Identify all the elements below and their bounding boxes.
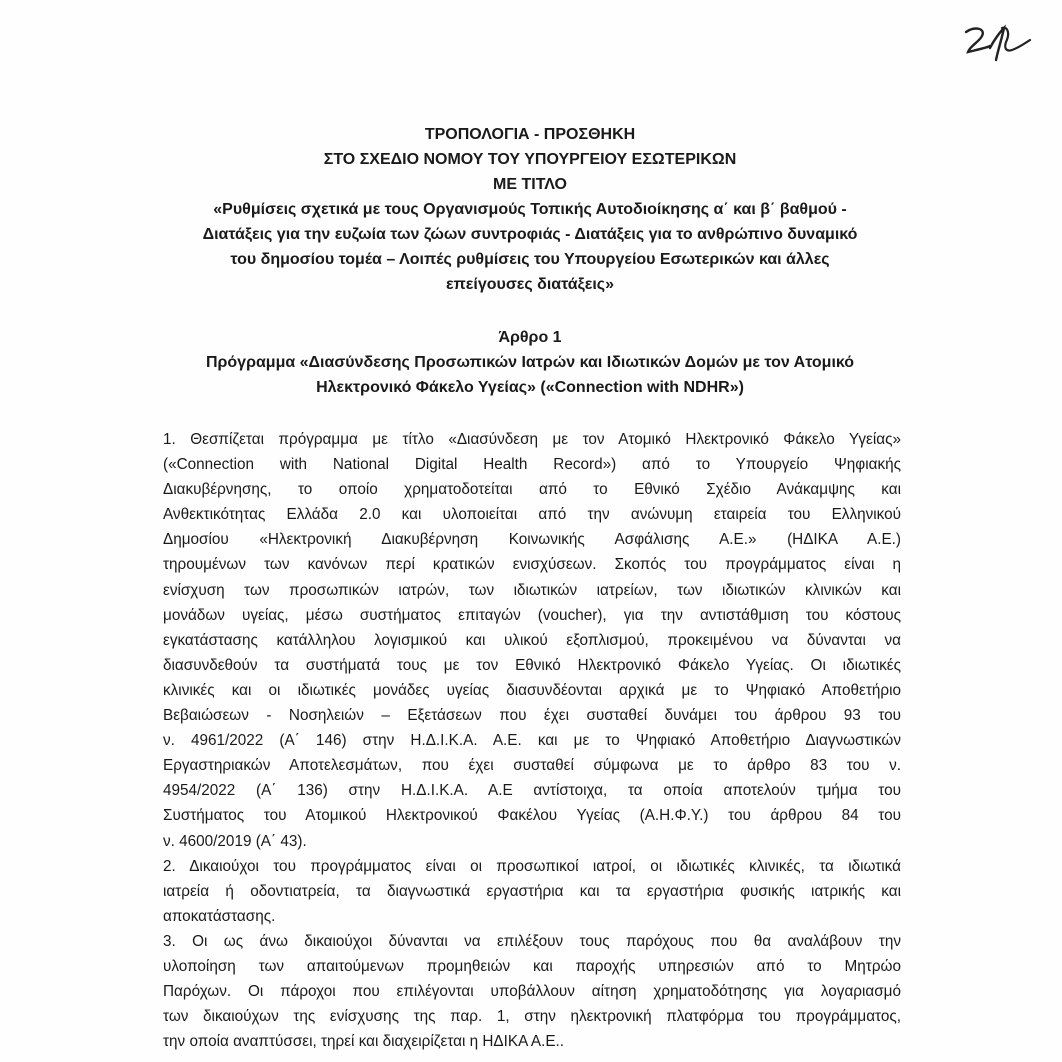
body-line: («Connection with National Digital Health Record») από το Υπουργείο Ψηφιακής (163, 456, 901, 474)
header-line: ΣΤΟ ΣΧΕΔΙΟ ΝΟΜΟΥ ΤΟΥ ΥΠΟΥΡΓΕΙΟΥ ΕΣΩΤΕΡΙΚΩΝ (323, 151, 737, 168)
body-line: υλοποίηση των απαιτούμενων προμηθειών και παροχής υπηρεσιών από το Μητρώο (163, 957, 901, 975)
body-line: διασυνδεθούν τα συστήματά τους με τον Εθνικό Ηλεκτρονικό Φάκελο Υγείας. Οι ιδιωτικές (163, 656, 901, 674)
body-line: ν. 4961/2022 (Α΄ 146) στην Η.Δ.Ι.Κ.Α. Α.Ε. και με το Ψηφιακό Αποθετήριο Διαγνωστικών (163, 732, 901, 750)
body-line: Εργαστηριακών Αποτελεσμάτων, που έχει συσταθεί σύμφωνα με το άρθρο 83 του ν. (163, 757, 901, 775)
body-line: τηρουμένων των κανόνων περί κρατικών ενισχύσεων. Σκοπός του προγράμματος είναι η (163, 556, 901, 574)
body-line: Βεβαιώσεων - Νοσηλειών – Εξετάσεων που έχει συσταθεί δυνάμει του άρθρου 93 του (163, 707, 901, 725)
body-line: των δικαιούχων της ενίσχυσης της παρ. 1, στην ηλεκτρονική πλατφόρμα του προγράμματος, (163, 1008, 901, 1026)
article-title-line: Ηλεκτρονικό Φάκελο Υγείας» («Connection with NDHR») (316, 379, 744, 396)
article-title-line: Πρόγραμμα «Διασύνδεσης Προσωπικών Ιατρών και Ιδιωτικών Δομών με τον Ατομικό (205, 354, 855, 371)
handwritten-signature (960, 22, 1032, 66)
body-line: κλινικές και οι ιδιωτικές μονάδες υγείας διασυνδέονται αρχικά με το Ψηφιακό Αποθετήριο (163, 681, 901, 699)
body-line: 2. Δικαιούχοι του προγράμματος είναι οι προσωπικοί ιατροί, οι ιδιωτικές κλινικές, τα ιδιωτικά (163, 857, 901, 875)
article-body (163, 427, 901, 1054)
body-line: 3. Οι ως άνω δικαιούχοι δύνανται να επιλέξουν τους παρόχους που θα αναλάβουν την (163, 932, 901, 950)
body-line: Παρόχων. Οι πάροχοι που επιλέγονται υποβάλλουν αίτηση χρηματοδότησης για λογαριασμό (163, 983, 901, 1001)
article-number: Άρθρο 1 (498, 329, 562, 346)
article-heading (120, 325, 940, 400)
body-line: ενίσχυση των προσωπικών ιατρών, των ιδιωτικών ιατρείων, των ιδιωτικών κλινικών και (163, 581, 901, 599)
body-line: ιατρεία ή οδοντιατρεία, τα διαγνωστικά εργαστήρια και τα εργαστήρια φυσικής ιατρικής και (163, 882, 901, 900)
body-line: μονάδων υγείας, μέσω συστήματος επιταγών (voucher), για την αντιστάθμιση του κόστους (163, 606, 901, 624)
header-line: «Ρυθμίσεις σχετικά με τους Οργανισμούς Τοπικής Αυτοδιοίκησης α΄ και β΄ βαθμού - (213, 201, 847, 218)
body-line: Δημοσίου «Ηλεκτρονική Διακυβέρνηση Κοινωνικής Ασφάλισης Α.Ε.» (ΗΔΙΚΑ Α.Ε.) (163, 531, 901, 549)
body-line: 1. Θεσπίζεται πρόγραμμα με τίτλο «Διασύνδεση με τον Ατομικό Ηλεκτρονικό Φάκελο Υγείας» (163, 431, 901, 448)
header-line: επείγουσες διατάξεις» (445, 276, 615, 293)
body-line: εγκατάστασης κατάλληλου λογισμικού και υλικού εξοπλισμού, προκειμένου να δύνανται να (163, 631, 901, 649)
body-line: Συστήματος του Ατομικού Ηλεκτρονικού Φακέλου Υγείας (Α.Η.Φ.Υ.) του άρθρου 84 του (163, 807, 901, 825)
body-line: 4954/2022 (Α΄ 136) στην Η.Δ.Ι.Κ.Α. Α.Ε αντίστοιχα, τα οποία αποτελούν τμήμα του (163, 782, 901, 800)
article-title (120, 350, 940, 400)
body-line: Διακυβέρνησης, το οποίο χρηματοδοτείται από το Εθνικό Σχέδιο Ανάκαμψης και (163, 481, 901, 499)
body-line: αποκατάστασης. (163, 907, 276, 925)
header-line: Διατάξεις για την ευζωία των ζώων συντροφιάς - Διατάξεις για το ανθρώπινο δυναμικό (202, 226, 858, 243)
body-line: Ανθεκτικότητας Ελλάδα 2.0 και υλοποιείται από την ανώνυμη εταιρεία του Ελληνικού (163, 506, 901, 524)
body-line: ν. 4600/2019 (Α΄ 43). (163, 832, 307, 850)
header-line: του δημοσίου τομέα – Λοιπές ρυθμίσεις του Υπουργείου Εσωτερικών και άλλες (230, 251, 830, 268)
header-line: ΜΕ ΤΙΤΛΟ (493, 176, 567, 193)
body-line: την οποία αναπτύσσει, τηρεί και διαχειρίζεται η ΗΔΙΚΑ Α.Ε.. (163, 1033, 565, 1051)
document-header (120, 122, 940, 297)
header-line: ΤΡΟΠΟΛΟΓΙΑ - ΠΡΟΣΘΗΚΗ (424, 126, 636, 143)
